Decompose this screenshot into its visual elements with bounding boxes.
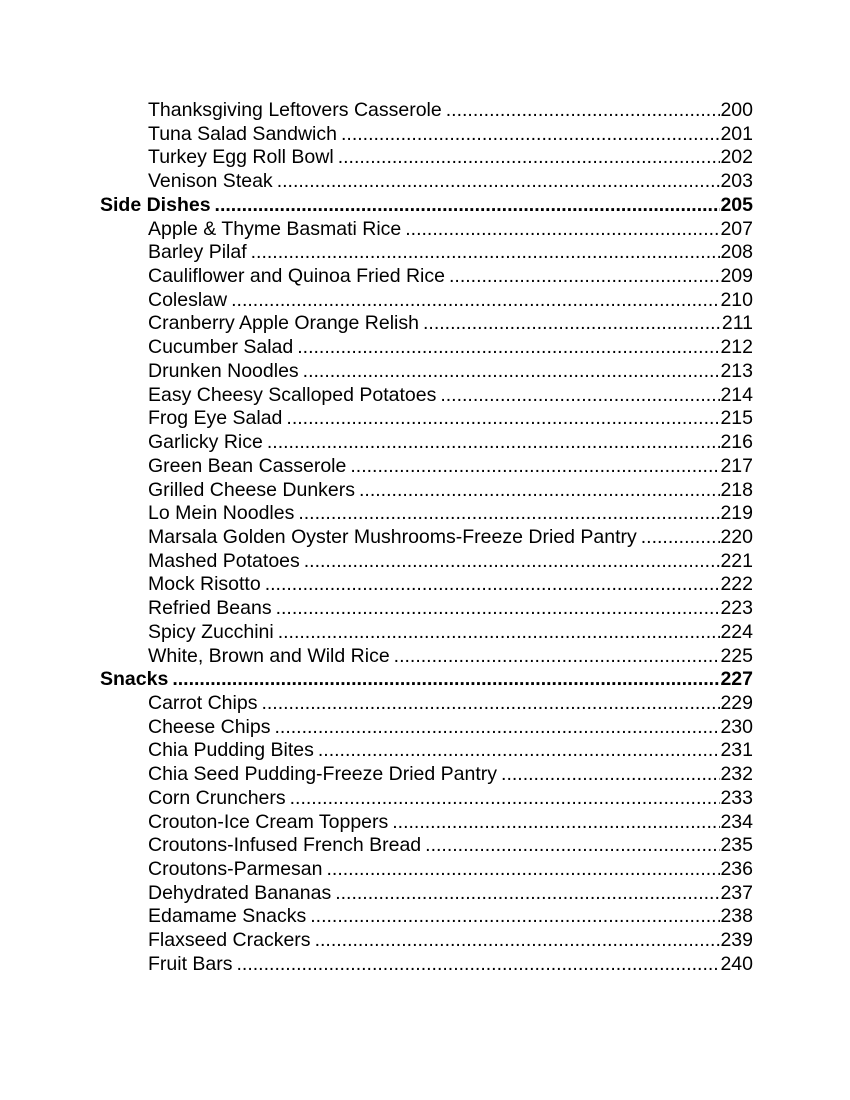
toc-page-number: 225 (720, 644, 753, 667)
toc-entry (100, 218, 753, 242)
toc-page-number: 219 (720, 502, 753, 525)
toc-entry-label: Mashed Potatoes (148, 549, 300, 572)
toc-page-number: 215 (720, 407, 753, 430)
toc-entry-label: Cucumber Salad (148, 336, 294, 359)
toc-page-number: 223 (720, 597, 753, 620)
toc-page-number: 210 (720, 288, 753, 311)
toc-entry-label: Cheese Chips (148, 715, 271, 738)
toc-page-number: 237 (720, 881, 753, 904)
toc-dot-leader (405, 218, 720, 242)
toc-dot-leader (298, 502, 720, 526)
toc-dot-leader (215, 194, 721, 218)
toc-page-number: 201 (720, 122, 753, 145)
toc-entry-label: Thanksgiving Leftovers Casserole (148, 99, 442, 121)
toc-entry-label: Croutons-Parmesan (148, 858, 323, 880)
toc-entry-label: Mock Risotto (148, 573, 261, 596)
toc-page-number: 211 (721, 312, 753, 335)
toc-page-number: 238 (720, 905, 753, 928)
toc-page-number: 218 (720, 478, 753, 501)
toc-entry (100, 526, 753, 550)
toc-entry-label: Tuna Salad Sandwich (148, 122, 337, 145)
toc-entry-label: Barley Pilaf (148, 241, 247, 264)
toc-dot-leader (304, 550, 721, 574)
toc-page-number: 224 (720, 620, 753, 643)
toc-entry-label: White, Brown and Wild Rice (148, 644, 390, 667)
toc-entry (100, 336, 753, 360)
toc-dot-leader (446, 99, 721, 123)
toc-page-number: 227 (720, 668, 753, 691)
toc-page-number: 208 (720, 241, 753, 264)
toc-entry (100, 550, 753, 574)
toc-entry-label: Spicy Zucchini (148, 620, 274, 643)
toc-entry (100, 312, 753, 336)
toc-page-number: 233 (720, 786, 753, 809)
toc-dot-leader (310, 905, 720, 929)
toc-entry-label: Coleslaw (148, 288, 228, 311)
toc-entry (100, 811, 753, 835)
toc-dot-leader (237, 953, 721, 977)
toc-entry-label: Garlicky Rice (148, 431, 263, 454)
toc-entry (100, 597, 753, 621)
toc-entry (100, 146, 753, 170)
toc-entry-label: Dehydrated Bananas (148, 881, 332, 904)
toc-entry (100, 289, 753, 313)
toc-entry (100, 407, 753, 431)
toc-dot-leader (297, 336, 720, 360)
toc-page-number: 212 (720, 336, 753, 359)
toc-page-number: 222 (720, 573, 753, 596)
toc-entry (100, 834, 753, 858)
toc-page-number: 220 (720, 525, 753, 548)
toc-entry (100, 739, 753, 763)
toc-entry-label: Apple & Thyme Basmati Rice (148, 217, 402, 240)
toc-page-number: 236 (720, 858, 753, 880)
toc-dot-leader (276, 597, 721, 621)
toc-page-number: 230 (720, 715, 753, 738)
toc-dot-leader (335, 882, 720, 906)
toc-entry (100, 573, 753, 597)
toc-dot-leader (394, 645, 721, 669)
toc-entry (100, 905, 753, 929)
toc-entry (100, 763, 753, 787)
toc-entry-label: Refried Beans (148, 597, 272, 620)
toc-dot-leader (449, 265, 720, 289)
toc-entry-label: Cranberry Apple Orange Relish (148, 312, 419, 335)
toc-entry-label: Drunken Noodles (148, 359, 299, 382)
toc-entry (100, 123, 753, 147)
toc-dot-leader (341, 123, 720, 147)
toc-section-heading (100, 668, 753, 692)
toc-page-number: 213 (720, 359, 753, 382)
toc-entry (100, 929, 753, 953)
toc-page-number: 216 (720, 431, 753, 454)
toc-dot-leader (265, 573, 721, 597)
toc-entry (100, 787, 753, 811)
toc-entry (100, 360, 753, 384)
toc-dot-leader (327, 858, 721, 882)
toc-entry-label: Venison Steak (148, 170, 273, 193)
toc-dot-leader (278, 621, 721, 645)
toc-page-number: 200 (720, 99, 753, 121)
toc-entry (100, 479, 753, 503)
toc-entry (100, 716, 753, 740)
toc-entry (100, 431, 753, 455)
toc-entry-label: Croutons-Infused French Bread (148, 834, 422, 857)
toc-entry (100, 692, 753, 716)
toc-entry-label: Chia Pudding Bites (148, 739, 314, 762)
toc-page-number: 231 (720, 739, 753, 762)
toc-entry-label: Grilled Cheese Dunkers (148, 478, 356, 501)
toc-page-number: 203 (720, 170, 753, 193)
toc-page-number: 229 (720, 691, 753, 714)
toc-page-number: 240 (720, 952, 753, 975)
toc-dot-leader (501, 763, 720, 787)
toc-entry-label: Corn Crunchers (148, 786, 286, 809)
toc-entry-label: Green Bean Casserole (148, 454, 347, 477)
toc-dot-leader (290, 787, 721, 811)
toc-entry-label: Easy Cheesy Scalloped Potatoes (148, 383, 437, 406)
toc-page-number: 239 (720, 929, 753, 952)
toc-dot-leader (338, 146, 721, 170)
toc-dot-leader (350, 455, 720, 479)
toc-entry-label: Frog Eye Salad (148, 407, 283, 430)
toc-dot-leader (274, 716, 720, 740)
toc-entry-label: Fruit Bars (148, 952, 233, 975)
toc-entry (100, 858, 753, 882)
toc-entry (100, 99, 753, 123)
toc-dot-leader (315, 929, 721, 953)
toc-entry-label: Turkey Egg Roll Bowl (148, 146, 334, 169)
toc-entry (100, 953, 753, 977)
toc-entry-label: Snacks (100, 668, 169, 691)
toc-entry-label: Edamame Snacks (148, 905, 307, 928)
toc-entry-label: Flaxseed Crackers (148, 929, 311, 952)
toc-entry-label: Chia Seed Pudding-Freeze Dried Pantry (148, 763, 498, 786)
toc-page-number: 209 (720, 265, 753, 288)
toc-dot-leader (423, 312, 722, 336)
toc-dot-leader (359, 479, 720, 503)
toc-dot-leader (303, 360, 721, 384)
toc-dot-leader (286, 407, 720, 431)
toc-page-number: 234 (720, 810, 753, 833)
toc-entry-label: Marsala Golden Oyster Mushrooms-Freeze Dried Pantry (148, 525, 637, 548)
toc-dot-leader (277, 170, 721, 194)
toc-entry (100, 882, 753, 906)
toc-entry (100, 621, 753, 645)
toc-dot-leader (267, 431, 721, 455)
toc-entry (100, 241, 753, 265)
toc-entry-label: Carrot Chips (148, 691, 258, 714)
toc-dot-leader (440, 384, 720, 408)
toc-entry (100, 265, 753, 289)
toc-entry-label: Side Dishes (100, 193, 211, 216)
toc-page-number: 205 (720, 193, 753, 216)
toc-dot-leader (172, 668, 720, 692)
toc-dot-leader (318, 739, 721, 763)
toc-entry (100, 502, 753, 526)
toc-entry (100, 170, 753, 194)
toc-entry-label: Lo Mein Noodles (148, 502, 295, 525)
toc-page-number: 217 (720, 454, 753, 477)
toc-page-number: 207 (720, 217, 753, 240)
toc-page-number: 235 (720, 834, 753, 857)
toc-entry-label: Cauliflower and Quinoa Fried Rice (148, 265, 445, 288)
toc-section-heading (100, 194, 753, 218)
toc-dot-leader (425, 834, 720, 858)
toc-entry (100, 384, 753, 408)
toc-dot-leader (392, 811, 720, 835)
toc-dot-leader (251, 241, 721, 265)
toc-dot-leader (261, 692, 720, 716)
toc-entry (100, 645, 753, 669)
toc-page-number: 232 (720, 763, 753, 786)
toc-page-number: 221 (720, 549, 753, 572)
toc-page-number: 214 (720, 383, 753, 406)
toc-page-number: 202 (720, 146, 753, 169)
toc-entry (100, 455, 753, 479)
toc-dot-leader (641, 526, 721, 550)
toc-entry-label: Crouton-Ice Cream Toppers (148, 810, 389, 833)
toc-dot-leader (231, 289, 720, 313)
